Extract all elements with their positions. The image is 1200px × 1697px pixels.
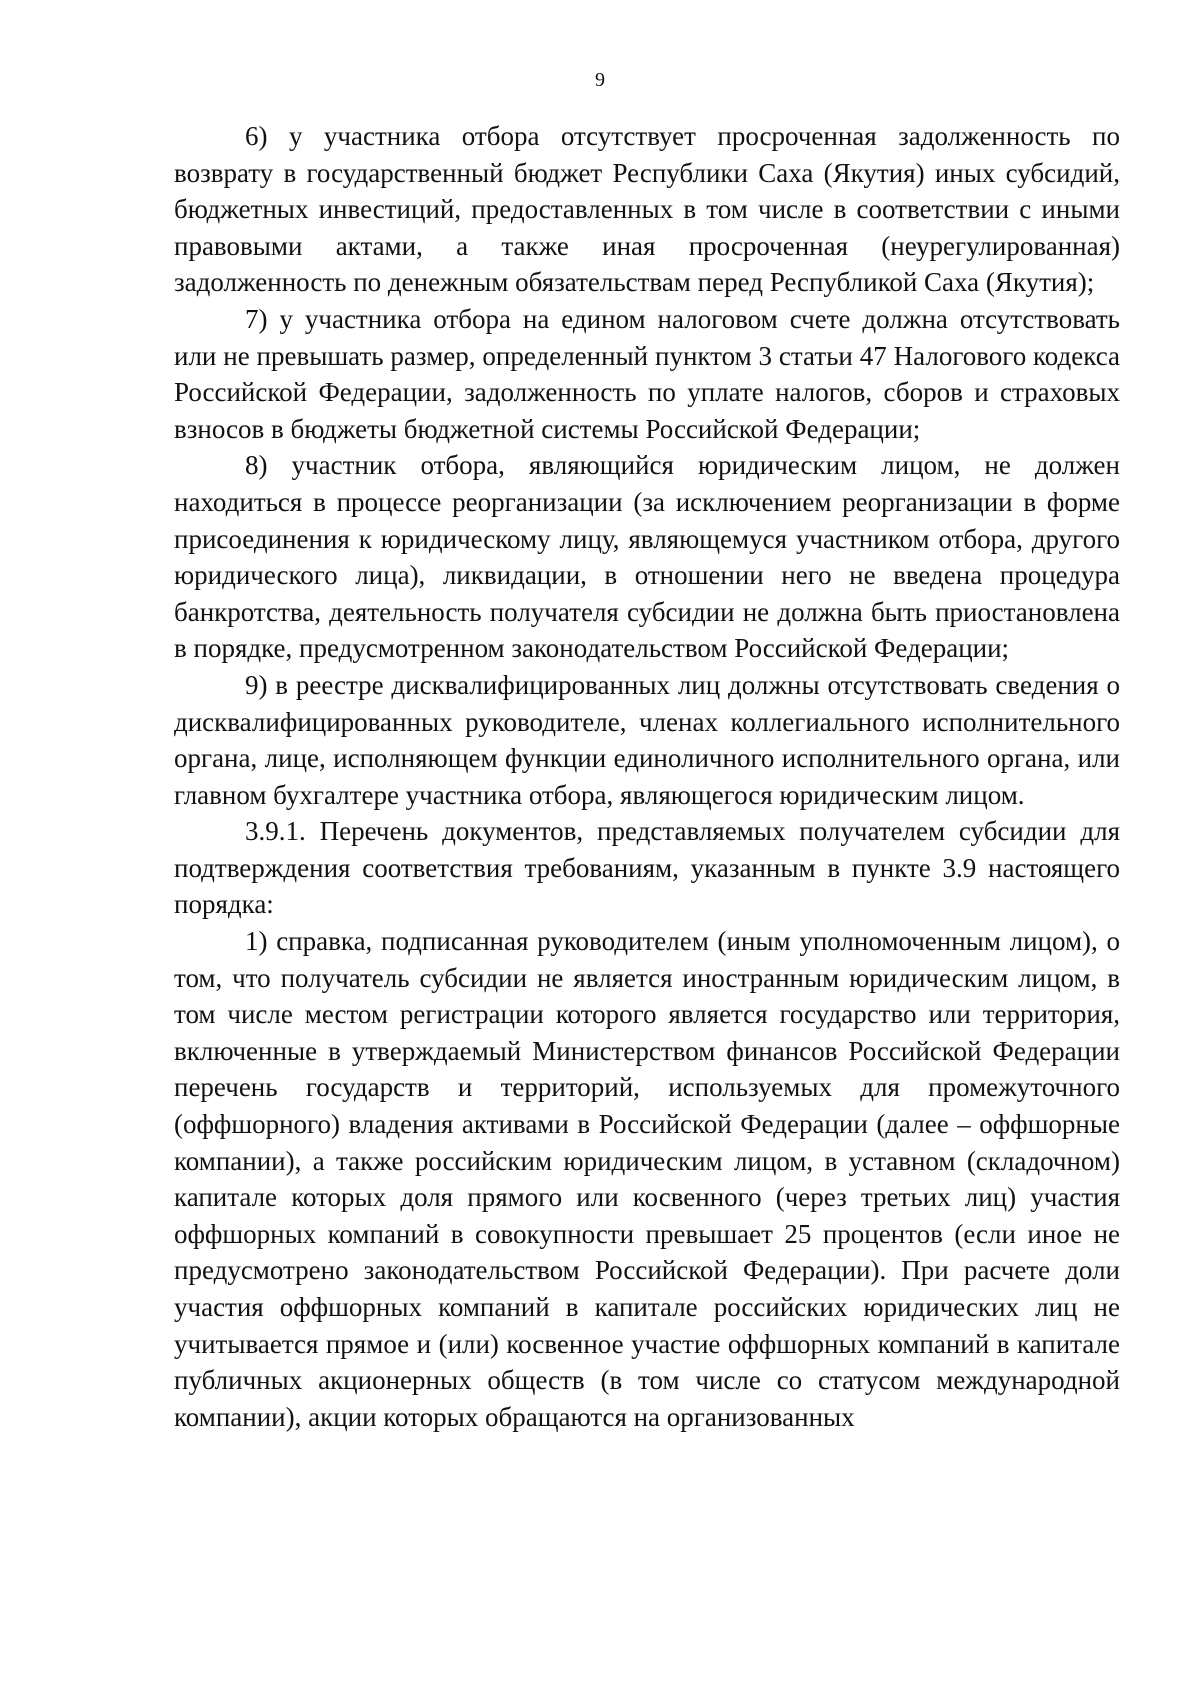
paragraph-section-3-9-1: 3.9.1. Перечень документов, представляемых получателем субсидии для подтверждения соответствия требованиям, указанным в пункте 3.9 настоящего порядка:	[174, 816, 1120, 920]
document-body	[174, 118, 1120, 1435]
paragraph-item-6: 6) у участника отбора отсутствует просроченная задолженность по возврату в государственный бюджет Республики Саха (Якутия) иных субсидий, бюджетных инвестиций, предоставленных в том числе в соответствии с иными правовыми актами, а также иная просроченная (неурегулированная) задолженность по денежным обязательствам перед Республикой Саха (Якутия);	[174, 121, 1120, 298]
paragraph-item-9: 9) в реестре дисквалифицированных лиц должны отсутствовать сведения о дисквалифицированных руководителе, членах коллегиального исполнительного органа, лице, исполняющем функции единоличного исполнительного органа, или главном бухгалтере участника отбора, являющегося юридическим лицом.	[174, 669, 1120, 810]
paragraph-item-7: 7) у участника отбора на едином налоговом счете должна отсутствовать или не превышать размер, определенный пунктом 3 статьи 47 Налогового кодекса Российской Федерации, задолженность по уплате налогов, сборов и страховых взносов в бюджеты бюджетной системы Российской Федерации;	[174, 303, 1120, 444]
page-number: 9	[595, 69, 605, 91]
paragraph-subitem-1: 1) справка, подписанная руководителем (иным уполномоченным лицом), о том, что получатель субсидии не является иностранным юридическим лицом, в том числе местом регистрации которого является государство или территория, включенные в утверждаемый Министерством финансов Российской Федерации перечень государств и территорий, используемых для промежуточного (оффшорного) владения активами в Российской Федерации (далее – оффшорные компании), а также российским юридическим лицом, в уставном (складочном) капитале которых доля прямого или косвенного (через третьих лиц) участия оффшорных компаний в совокупности превышает 25 процентов (если иное не предусмотрено законодательством Российской Федерации). При расчете доли участия оффшорных компаний в капитале российских юридических лиц не учитывается прямое и (или) косвенное участие оффшорных компаний в капитале публичных акционерных обществ (в том числе со статусом международной компании), акции которых обращаются на организованных	[174, 926, 1120, 1432]
paragraph-item-8: 8) участник отбора, являющийся юридическим лицом, не должен находиться в процессе реорганизации (за исключением реорганизации в форме присоединения к юридическому лицу, являющемуся участником отбора, другого юридического лица), ликвидации, в отношении него не введена процедура банкротства, деятельность получателя субсидии не должна быть приостановлена в порядке, предусмотренном законодательством Российской Федерации;	[174, 450, 1120, 664]
